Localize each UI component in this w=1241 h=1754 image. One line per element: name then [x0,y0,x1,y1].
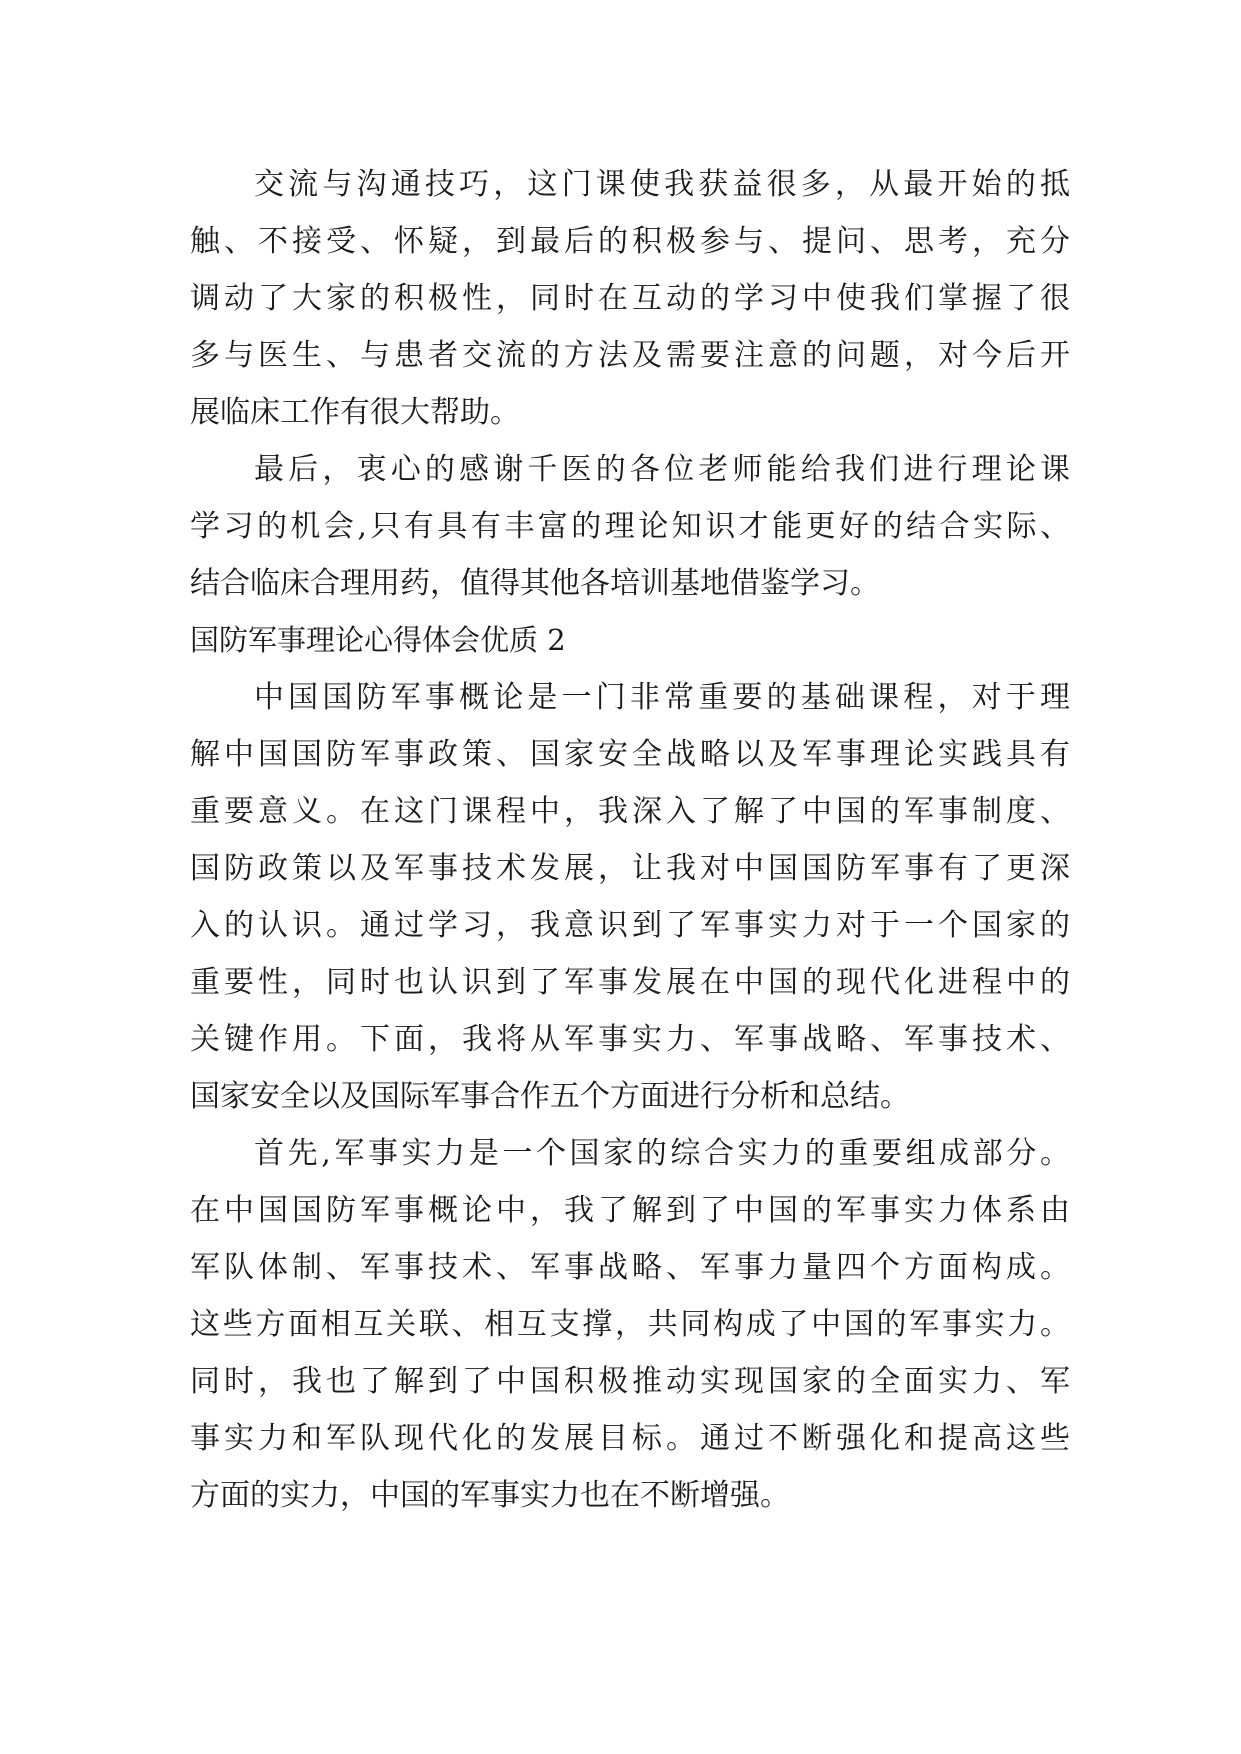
paragraph-1 [190,156,1070,441]
paragraph-line: 国家安全以及国际军事合作五个方面进行分析和总结。 [190,1079,910,1114]
paragraph-3 [190,669,1070,1125]
paragraph-line: 调动了大家的积极性，同时在互动的学习中使我们掌握了很 [190,281,1070,316]
paragraph-line: 学习的机会,只有具有丰富的理论知识才能更好的结合实际、 [190,509,1070,544]
paragraph-line: 首先,军事实力是一个国家的综合实力的重要组成部分。 [254,1136,1070,1171]
paragraph-line: 中国国防军事概论是一门非常重要的基础课程，对于理 [254,680,1070,715]
paragraph-line: 解中国国防军事政策、国家安全战略以及军事理论实践具有 [190,737,1070,772]
paragraph-line: 重要意义。在这门课程中，我深入了解了中国的军事制度、 [190,794,1070,829]
paragraph-line: 在中国国防军事概论中，我了解到了中国的军事实力体系由 [190,1193,1070,1228]
paragraph-line: 国防政策以及军事技术发展，让我对中国国防军事有了更深 [190,851,1070,886]
paragraph-2 [190,441,1070,612]
paragraph-line: 入的认识。通过学习，我意识到了军事实力对于一个国家的 [190,908,1070,943]
paragraph-line: 结合临床合理用药，值得其他各培训基地借鉴学习。 [190,566,880,601]
paragraph-line: 事实力和军队现代化的发展目标。通过不断强化和提高这些 [190,1421,1070,1456]
paragraph-line: 展临床工作有很大帮助。 [190,395,520,430]
paragraph-4 [190,1125,1070,1524]
document-body [190,156,1070,1524]
paragraph-line: 多与医生、与患者交流的方法及需要注意的问题，对今后开 [190,338,1070,373]
paragraph-line: 军队体制、军事技术、军事战略、军事力量四个方面构成。 [190,1250,1070,1285]
paragraph-line: 交流与沟通技巧，这门课使我获益很多，从最开始的抵 [254,167,1070,202]
paragraph-line: 最后，衷心的感谢千医的各位老师能给我们进行理论课 [254,452,1070,487]
paragraph-line: 同时，我也了解到了中国积极推动实现国家的全面实力、军 [190,1364,1070,1399]
paragraph-line: 重要性，同时也认识到了军事发展在中国的现代化进程中的 [190,965,1070,1000]
section-heading: 国防军事理论心得体会优质 2 [190,623,566,657]
paragraph-line: 方面的实力，中国的军事实力也在不断增强。 [190,1478,790,1513]
paragraph-line: 触、不接受、怀疑，到最后的积极参与、提问、思考，充分 [190,224,1070,259]
paragraph-line: 这些方面相互关联、相互支撑，共同构成了中国的军事实力。 [190,1307,1070,1342]
paragraph-line: 关键作用。下面，我将从军事实力、军事战略、军事技术、 [190,1022,1070,1057]
